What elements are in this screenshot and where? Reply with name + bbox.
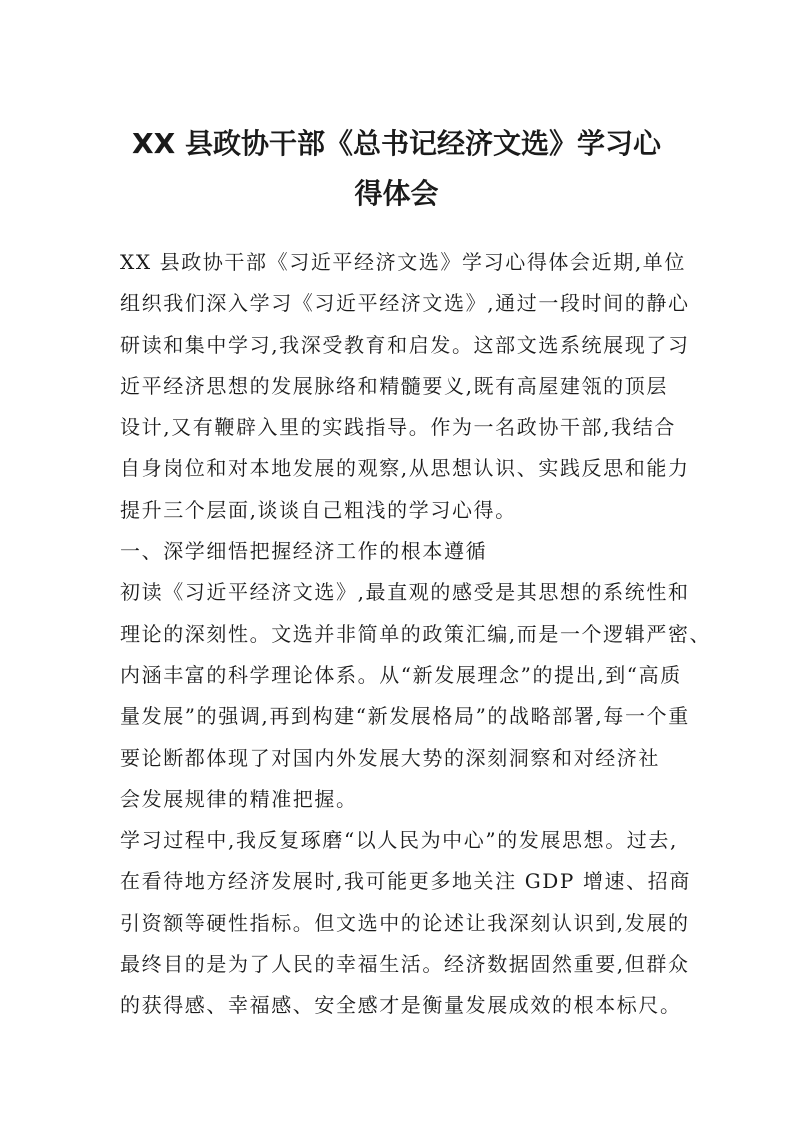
- body-line: 量发展”的强调,再到构建“新发展格局”的战略部署,每一个重: [120, 704, 690, 729]
- document-body: [120, 242, 712, 1027]
- body-line: 的获得感、幸福感、安全感才是衡量发展成效的根本标尺。: [120, 993, 682, 1018]
- body-line: 初读《习近平经济文选》,最直观的感受是其思想的系统性和: [120, 580, 690, 605]
- body-line: 引资额等硬性指标。但文选中的论述让我深刻认识到,发展的: [120, 910, 690, 935]
- body-line: XX 县政协干部《习近平经济文选》学习心得体会近期,单位: [120, 250, 686, 274]
- body-line: 提升三个层面,谈谈自己粗浅的学习心得。: [120, 497, 517, 522]
- document-title-line-1: XX 县政协干部《总书记经济文选》学习心: [132, 127, 661, 160]
- section-heading: 一、深学细悟把握经济工作的根本遵循: [120, 539, 488, 564]
- body-line: 学习过程中,我反复琢磨“以人民为中心”的发展思想。过去,: [120, 828, 678, 853]
- document-title-line-2: 得体会: [354, 177, 439, 210]
- body-line: 理论的深刻性。文选并非简单的政策汇编,而是一个逻辑严密、: [120, 621, 712, 646]
- body-line: 设计,又有鞭辟入里的实践指导。作为一名政协干部,我结合: [120, 415, 676, 440]
- body-line: 在看待地方经济发展时,我可能更多地关注 GDP 增速、招商: [120, 869, 691, 894]
- body-line: 近平经济思想的发展脉络和精髓要义,既有高屋建瓴的顶层: [120, 373, 668, 398]
- body-line: 组织我们深入学习《习近平经济文选》,通过一段时间的静心: [120, 291, 690, 316]
- body-line: 要论断都体现了对国内外发展大势的深刻洞察和对经济社: [120, 745, 660, 770]
- body-line: 研读和集中学习,我深受教育和启发。这部文选系统展现了习: [120, 332, 690, 357]
- body-line: 最终目的是为了人民的幸福生活。经济数据固然重要,但群众: [120, 952, 690, 977]
- body-line: 内涵丰富的科学理论体系。从“新发展理念”的提出,到“高质: [120, 662, 682, 687]
- body-line: 自身岗位和对本地发展的观察,从思想认识、实践反思和能力: [120, 456, 690, 481]
- body-line: 会发展规律的精准把握。: [120, 786, 358, 811]
